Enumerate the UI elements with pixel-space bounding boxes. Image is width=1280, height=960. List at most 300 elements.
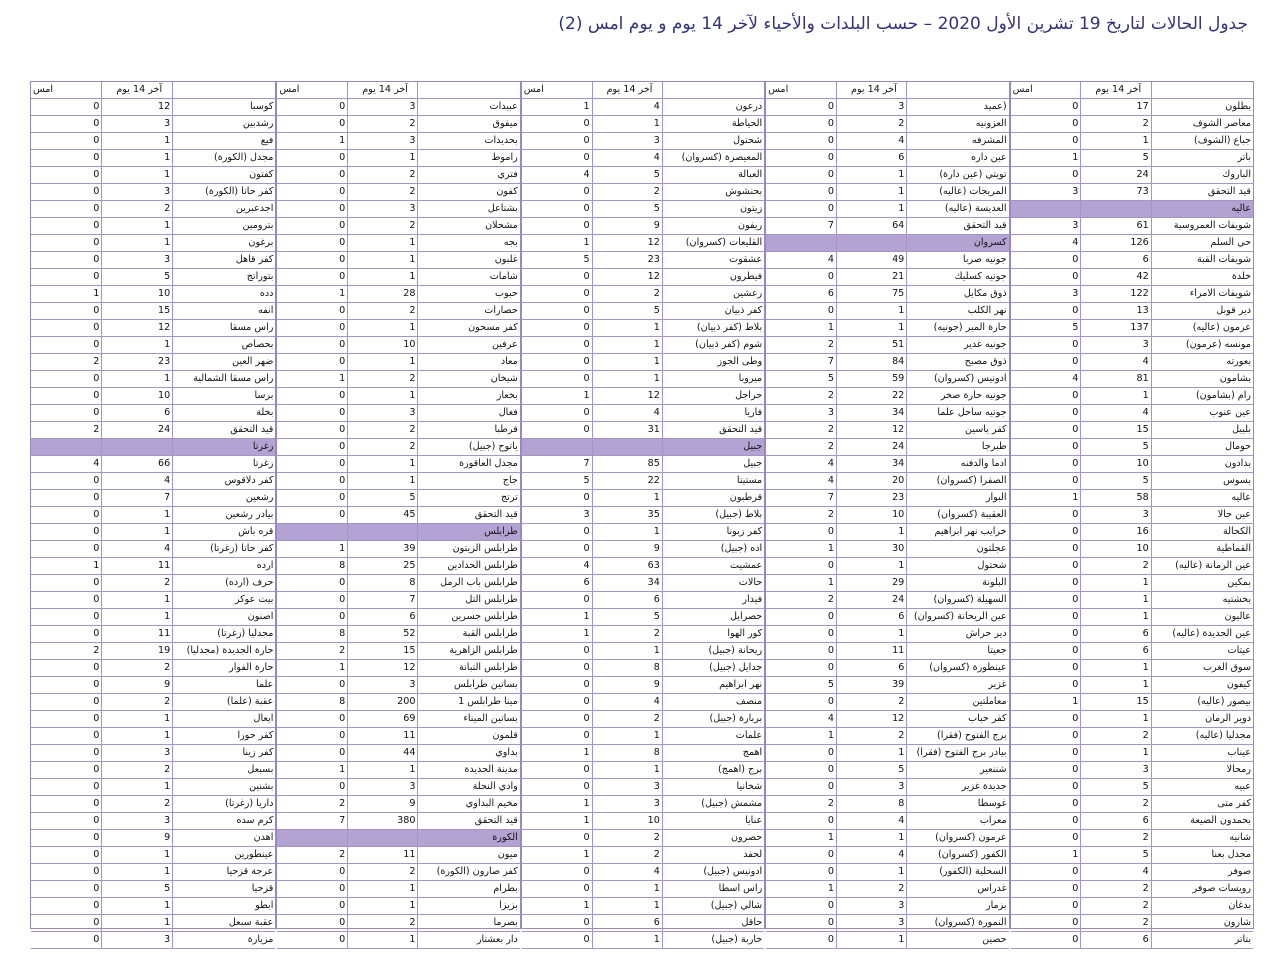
locality-cell: بشتاعل [418, 201, 520, 218]
last14-cell: 7 [348, 592, 418, 609]
last14-cell: 1 [837, 167, 907, 184]
yesterday-cell: 0 [31, 745, 102, 762]
locality-cell: عين عنوب [1151, 405, 1253, 422]
table-row [766, 286, 1008, 303]
last14-cell: 3 [102, 813, 173, 830]
last14-cell: 1 [592, 932, 662, 949]
table-row [31, 235, 275, 252]
yesterday-cell: 0 [522, 354, 592, 371]
last14-cell: 1 [102, 915, 173, 932]
locality-cell: اده (جبيل) [662, 541, 764, 558]
locality-cell: حالات [662, 575, 764, 592]
yesterday-cell: 0 [766, 694, 836, 711]
last14-cell: 4 [1081, 354, 1151, 371]
locality-cell: كفر متى [1151, 796, 1253, 813]
last14-cell: 12 [102, 320, 173, 337]
yesterday-cell: 3 [1011, 218, 1081, 235]
table-row [31, 303, 275, 320]
last14-cell: 1 [348, 150, 418, 167]
table-row [277, 813, 519, 830]
locality-cell: بزمار [907, 898, 1009, 915]
table-row [31, 660, 275, 677]
yesterday-cell: 0 [766, 184, 836, 201]
yesterday-cell: 0 [277, 303, 347, 320]
table-row [766, 711, 1008, 728]
last14-cell: 6 [592, 915, 662, 932]
table-row [522, 541, 764, 558]
last14-cell: 2 [592, 830, 662, 847]
page-title: جدول الحالات لتاريخ 19 تشرين الأول 2020 – حسب البلدات والأحياء لآخر 14 يوم و يوم امس (2) [558, 14, 1248, 34]
last14-cell: 1 [592, 320, 662, 337]
locality-cell: برغون [173, 235, 276, 252]
locality-cell: عشقوت [662, 252, 764, 269]
table-row [1011, 711, 1253, 728]
table-row [31, 745, 275, 762]
yesterday-cell: 0 [31, 660, 102, 677]
table-row [766, 133, 1008, 150]
table-row [766, 694, 1008, 711]
table-row [31, 473, 275, 490]
locality-cell: الكورة [418, 830, 520, 847]
yesterday-cell: 0 [277, 864, 347, 881]
yesterday-cell: 0 [766, 99, 836, 116]
locality-cell: شامات [418, 269, 520, 286]
last14-cell: 6 [837, 150, 907, 167]
last14-cell: 3 [592, 133, 662, 150]
locality-cell: كفتون [173, 167, 276, 184]
section-row [277, 524, 519, 541]
locality-cell: خلدة [1151, 269, 1253, 286]
yesterday-cell: 0 [277, 269, 347, 286]
last14-cell: 2 [1081, 881, 1151, 898]
table-row [766, 626, 1008, 643]
locality-cell: القماطية [1151, 541, 1253, 558]
last14-cell: 1 [102, 235, 173, 252]
yesterday-cell: 2 [277, 796, 347, 813]
locality-cell: عين الجديدة (عاليه) [1151, 626, 1253, 643]
last14-cell: 1 [592, 371, 662, 388]
yesterday-cell: 0 [1011, 932, 1081, 949]
last14-cell: 3 [837, 99, 907, 116]
table-row [277, 541, 519, 558]
table-row [766, 167, 1008, 184]
table-row [1011, 830, 1253, 847]
last14-cell: 3 [348, 405, 418, 422]
table-row [766, 354, 1008, 371]
last14-cell: 5 [1081, 473, 1151, 490]
table-row [277, 439, 519, 456]
table-row [766, 847, 1008, 864]
last14-cell [348, 524, 418, 541]
locality-cell: العبالة [662, 167, 764, 184]
table-row [522, 388, 764, 405]
table-row [31, 388, 275, 405]
table-row [31, 184, 275, 201]
last14-cell: 1 [1081, 609, 1151, 626]
yesterday-cell: 0 [766, 915, 836, 932]
last14-cell: 1 [348, 932, 418, 949]
last14-cell: 6 [837, 660, 907, 677]
yesterday-cell: 0 [31, 609, 102, 626]
yesterday-cell: 0 [31, 592, 102, 609]
last14-cell: 13 [1081, 303, 1151, 320]
last14-cell: 4 [592, 99, 662, 116]
yesterday-cell: 0 [31, 864, 102, 881]
locality-cell: ادونيس (جبيل) [662, 864, 764, 881]
locality-cell: غلبون [418, 252, 520, 269]
last14-cell: 12 [837, 711, 907, 728]
locality-cell: كفر زبونا [662, 524, 764, 541]
last14-cell: 1 [1081, 575, 1151, 592]
table-row [766, 915, 1008, 932]
last14-cell: 1 [102, 864, 173, 881]
locality-cell: شننعير [907, 762, 1009, 779]
last14-cell: 2 [348, 116, 418, 133]
table-row [766, 439, 1008, 456]
last14-cell: 1 [348, 762, 418, 779]
yesterday-cell: 0 [522, 932, 592, 949]
yesterday-cell: 0 [1011, 507, 1081, 524]
table-row [766, 99, 1008, 116]
locality-cell: برج (اهمج) [662, 762, 764, 779]
table-row [277, 609, 519, 626]
last14-cell: 1 [592, 337, 662, 354]
locality-cell: ابطو [173, 898, 276, 915]
locality-cell: بشنين [173, 779, 276, 796]
yesterday-cell: 0 [766, 847, 836, 864]
yesterday-cell: 0 [766, 133, 836, 150]
yesterday-cell: 4 [766, 456, 836, 473]
table-row [277, 932, 519, 949]
last14-cell: 1 [348, 898, 418, 915]
yesterday-cell: 2 [766, 388, 836, 405]
last14-cell: 10 [102, 286, 173, 303]
table-row [1011, 660, 1253, 677]
yesterday-cell: 8 [277, 558, 347, 575]
last14-cell: 2 [592, 286, 662, 303]
locality-cell: جباع (الشوف) [1151, 133, 1253, 150]
yesterday-cell: 0 [31, 728, 102, 745]
yesterday-cell: 5 [766, 371, 836, 388]
last14-cell: 59 [837, 371, 907, 388]
locality-cell: جونيه صربا [907, 252, 1009, 269]
yesterday-cell: 1 [766, 320, 836, 337]
table-row [31, 881, 275, 898]
last14-cell: 5 [837, 762, 907, 779]
last14-cell: 4 [1081, 864, 1151, 881]
table-row [522, 422, 764, 439]
table-row [277, 558, 519, 575]
table-row [277, 694, 519, 711]
locality-cell: خاربة (جبيل) [662, 932, 764, 949]
table-row [31, 932, 275, 949]
locality-cell: قيد التحقق [173, 422, 276, 439]
yesterday-cell: 0 [31, 898, 102, 915]
last14-cell: 122 [1081, 286, 1151, 303]
locality-cell: جونيه ساحل علما [907, 405, 1009, 422]
locality-cell: فاريا [662, 405, 764, 422]
locality-cell: عبيه [1151, 779, 1253, 796]
table-row [1011, 558, 1253, 575]
table-row [31, 711, 275, 728]
locality-cell: الكحالة [1151, 524, 1253, 541]
last14-cell: 16 [1081, 524, 1151, 541]
table-row [1011, 796, 1253, 813]
table-row [31, 150, 275, 167]
locality-cell: المشرفه [907, 133, 1009, 150]
last14-cell: 1 [592, 490, 662, 507]
last14-cell: 2 [1081, 830, 1151, 847]
table-row [277, 881, 519, 898]
locality-cell: جبيل [662, 456, 764, 473]
last14-cell: 17 [1081, 99, 1151, 116]
table-row [31, 677, 275, 694]
yesterday-cell: 8 [277, 694, 347, 711]
yesterday-cell: 0 [31, 201, 102, 218]
last14-cell: 1 [102, 779, 173, 796]
table-row [1011, 422, 1253, 439]
locality-cell: عرجة قزحيا [173, 864, 276, 881]
table-row [1011, 898, 1253, 915]
last14-cell: 1 [837, 201, 907, 218]
yesterday-cell: 0 [31, 932, 102, 949]
last14-cell: 11 [348, 847, 418, 864]
last14-cell: 137 [1081, 320, 1151, 337]
locality-cell: شانيه [1151, 830, 1253, 847]
yesterday-cell: 2 [277, 643, 347, 660]
yesterday-cell: 0 [277, 711, 347, 728]
table-row [522, 490, 764, 507]
locality-cell: دار بعشتار [418, 932, 520, 949]
locality-cell: حارة المير (جونيه) [907, 320, 1009, 337]
yesterday-cell: 1 [522, 99, 592, 116]
locality-cell: ميفوق [418, 116, 520, 133]
locality-cell: ريفون [662, 218, 764, 235]
table-row [522, 881, 764, 898]
last14-cell: 75 [837, 286, 907, 303]
locality-cell: طرابلس التبانة [418, 660, 520, 677]
table-row [766, 405, 1008, 422]
table-row [31, 269, 275, 286]
last14-cell: 10 [1081, 541, 1151, 558]
table-row [31, 626, 275, 643]
yesterday-cell: 0 [522, 728, 592, 745]
yesterday-cell: 0 [31, 303, 102, 320]
yesterday-cell: 0 [766, 116, 836, 133]
yesterday-cell: 1 [31, 286, 102, 303]
yesterday-cell: 0 [31, 779, 102, 796]
yesterday-cell: 0 [277, 473, 347, 490]
last14-cell: 1 [592, 524, 662, 541]
table-row [522, 201, 764, 218]
locality-cell: حصارات [418, 303, 520, 320]
last14-cell: 3 [837, 898, 907, 915]
yesterday-cell: 0 [522, 320, 592, 337]
locality-cell: ادما والدفنه [907, 456, 1009, 473]
locality-cell: قلمون [418, 728, 520, 745]
yesterday-cell: 0 [766, 609, 836, 626]
yesterday-cell: 0 [277, 881, 347, 898]
table-row [31, 762, 275, 779]
last14-cell: 1 [837, 864, 907, 881]
locality-cell: غزير [907, 677, 1009, 694]
table-row [522, 830, 764, 847]
locality-cell: كفر صارون (الكورة) [418, 864, 520, 881]
table-row [277, 660, 519, 677]
yesterday-cell: 0 [277, 439, 347, 456]
yesterday-cell: 0 [31, 371, 102, 388]
yesterday-cell: 0 [1011, 439, 1081, 456]
yesterday-cell: 0 [1011, 116, 1081, 133]
table-row [766, 269, 1008, 286]
yesterday-cell: 0 [522, 592, 592, 609]
last14-cell [348, 830, 418, 847]
last14-cell: 12 [102, 99, 173, 116]
yesterday-cell: 0 [1011, 677, 1081, 694]
table-row [522, 915, 764, 932]
last14-cell: 2 [102, 201, 173, 218]
locality-cell: فيطرون [662, 269, 764, 286]
last14-cell: 2 [837, 881, 907, 898]
table-row [522, 558, 764, 575]
table-row [766, 813, 1008, 830]
yesterday-cell [277, 524, 347, 541]
last14-cell: 1 [102, 592, 173, 609]
last14-cell: 2 [1081, 796, 1151, 813]
column-header-yesterday: امس [522, 82, 592, 99]
locality-cell: شوم (كفر ذبيان) [662, 337, 764, 354]
table-row [522, 320, 764, 337]
yesterday-cell: 0 [766, 150, 836, 167]
table-block [764, 82, 1008, 946]
yesterday-cell: 0 [31, 711, 102, 728]
locality-cell: قره باش [173, 524, 276, 541]
last14-cell: 1 [592, 762, 662, 779]
table-row [277, 847, 519, 864]
table-row [31, 592, 275, 609]
yesterday-cell: 3 [1011, 286, 1081, 303]
yesterday-cell: 0 [766, 524, 836, 541]
yesterday-cell: 1 [522, 609, 592, 626]
locality-cell: رويسات صوفر [1151, 881, 1253, 898]
yesterday-cell: 0 [1011, 915, 1081, 932]
locality-cell: غوسطا [907, 796, 1009, 813]
locality-cell: كرم سده [173, 813, 276, 830]
last14-cell: 2 [837, 116, 907, 133]
table-row [1011, 439, 1253, 456]
table-row [522, 609, 764, 626]
table-row [1011, 728, 1253, 745]
locality-cell: عاليه [1151, 490, 1253, 507]
yesterday-cell: 0 [277, 932, 347, 949]
yesterday-cell: 0 [522, 133, 592, 150]
yesterday-cell: 0 [1011, 252, 1081, 269]
last14-cell: 4 [102, 473, 173, 490]
locality-cell: نهر ابراهيم [662, 677, 764, 694]
last14-cell: 2 [592, 626, 662, 643]
table-row [1011, 320, 1253, 337]
last14-cell: 8 [592, 660, 662, 677]
last14-cell: 2 [348, 864, 418, 881]
locality-cell: نهر الكلب [907, 303, 1009, 320]
table-row [522, 643, 764, 660]
yesterday-cell: 0 [277, 728, 347, 745]
locality-cell: حارة الجديدة (مجدليا) [173, 643, 276, 660]
yesterday-cell: 0 [31, 524, 102, 541]
table-row [277, 915, 519, 932]
yesterday-cell: 1 [1011, 490, 1081, 507]
locality-cell: كفر مسحون [418, 320, 520, 337]
last14-cell: 10 [592, 813, 662, 830]
locality-cell: بساتين طرابلس [418, 677, 520, 694]
table-row [31, 99, 275, 116]
last14-cell: 11 [837, 643, 907, 660]
table-row [1011, 762, 1253, 779]
yesterday-cell: 0 [277, 677, 347, 694]
yesterday-cell: 0 [522, 677, 592, 694]
yesterday-cell [277, 830, 347, 847]
locality-cell: تويتي (عين دارة) [907, 167, 1009, 184]
yesterday-cell: 0 [31, 915, 102, 932]
yesterday-cell: 3 [522, 507, 592, 524]
last14-cell: 69 [348, 711, 418, 728]
yesterday-cell: 3 [1011, 184, 1081, 201]
locality-cell: فيع [173, 133, 276, 150]
locality-cell: طرابلس [418, 524, 520, 541]
yesterday-cell: 0 [522, 660, 592, 677]
table-row [1011, 235, 1253, 252]
table-row [522, 371, 764, 388]
table-row [1011, 354, 1253, 371]
table-row [766, 371, 1008, 388]
last14-cell: 44 [348, 745, 418, 762]
locality-cell: بزيزا [418, 898, 520, 915]
locality-cell: ياتوح (جبيل) [418, 439, 520, 456]
table-row [522, 473, 764, 490]
table-row [766, 660, 1008, 677]
locality-cell: بداوي [418, 745, 520, 762]
yesterday-cell: 0 [522, 218, 592, 235]
table-row [522, 354, 764, 371]
locality-cell: بترومين [173, 218, 276, 235]
yesterday-cell: 0 [1011, 422, 1081, 439]
locality-cell: بلاط (جبيل) [662, 507, 764, 524]
yesterday-cell: 0 [277, 184, 347, 201]
last14-cell: 126 [1081, 235, 1151, 252]
table-row [1011, 694, 1253, 711]
yesterday-cell: 0 [522, 762, 592, 779]
locality-cell: بيادر برج الفتوح (فقرا) [907, 745, 1009, 762]
last14-cell: 31 [592, 422, 662, 439]
locality-cell: السهيلة (كسروان) [907, 592, 1009, 609]
yesterday-cell [1011, 201, 1081, 218]
last14-cell: 6 [1081, 252, 1151, 269]
locality-cell: زغرتا [173, 456, 276, 473]
locality-cell: بعورته [1151, 354, 1253, 371]
locality-cell: مدينة الجديدة [418, 762, 520, 779]
table-row [1011, 932, 1253, 949]
yesterday-cell: 6 [766, 286, 836, 303]
table-row [1011, 847, 1253, 864]
table-row [1011, 167, 1253, 184]
yesterday-cell: 4 [522, 558, 592, 575]
last14-cell: 1 [837, 626, 907, 643]
table-row [31, 507, 275, 524]
yesterday-cell: 0 [31, 490, 102, 507]
last14-cell: 1 [102, 847, 173, 864]
yesterday-cell: 0 [766, 303, 836, 320]
yesterday-cell: 0 [277, 388, 347, 405]
